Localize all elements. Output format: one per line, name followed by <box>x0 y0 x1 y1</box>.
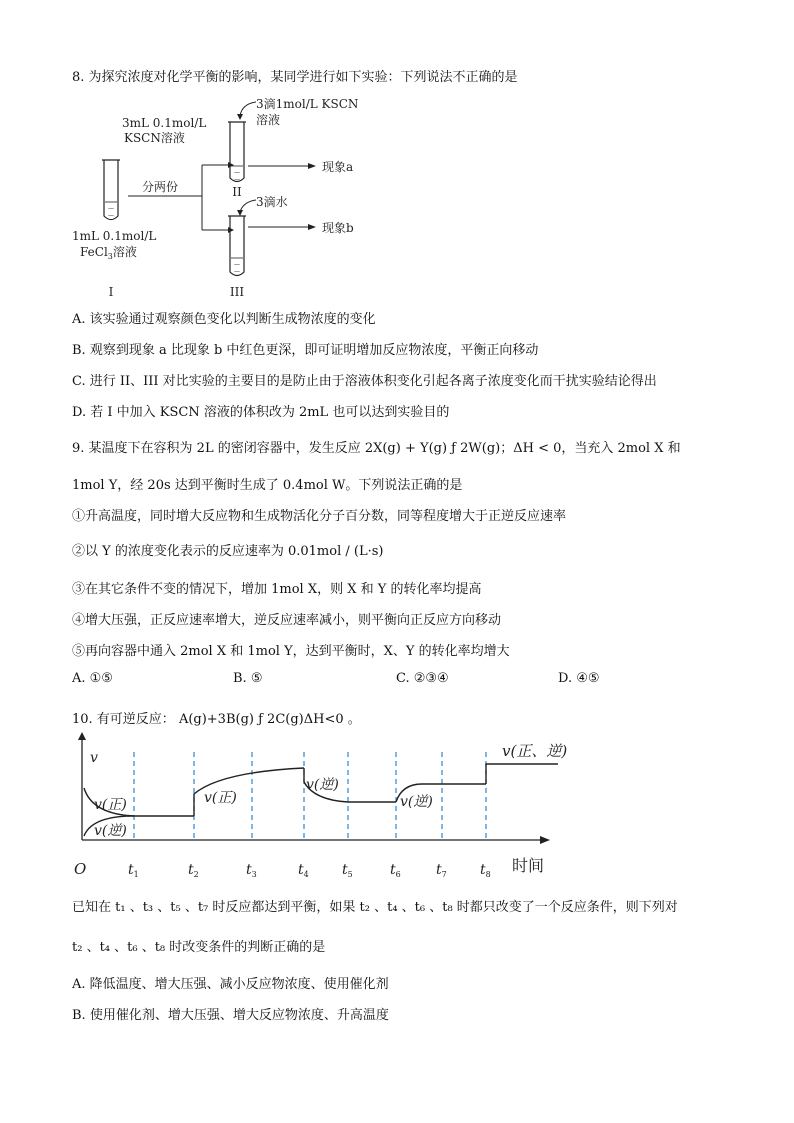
svg-text:t6: $t_6$ <box>390 862 401 879</box>
svg-text:t8: $t_8$ <box>480 862 491 879</box>
tube2-reagent-label-2: 溶液 <box>256 113 281 127</box>
svg-text:t3: $t_3$ <box>246 862 257 879</box>
q8-option-b: B. 观察到现象 a 比现象 b 中红色更深，即可证明增加反应物浓度，平衡正向移动 <box>72 343 539 358</box>
origin-label: O <box>74 860 87 878</box>
q10-option-a: A. 降低温度、增大压强、减小反应物浓度、使用催化剂 <box>72 977 389 992</box>
q9-item-2: ②以 Y 的浓度变化表示的反应速率为 0.01mol / (L·s) <box>72 544 384 559</box>
q10-text-line-1: 已知在 t₁ 、t₃ 、t₅ 、t₇ 时反应都达到平衡，如果 t₂ 、t₄ 、t₆ 、t₈ 时都只改变了一个反应条件，则下列对 <box>72 900 678 915</box>
q8-option-d: D. 若 I 中加入 KSCN 溶液的体积改为 2mL 也可以达到实验目的 <box>72 405 450 420</box>
q10-stem: 10. 有可逆反应： A(g)+3B(g) ƒ 2C(g)ΔH<0 。 <box>72 712 361 727</box>
q9-choice-b: B. ⑤ <box>233 671 263 686</box>
svg-text:—: — <box>234 169 240 176</box>
result-b-label: 现象b <box>322 221 354 235</box>
tube2-numeral: II <box>232 185 242 199</box>
tube2-reagent-label-1: 3滴1mol/L KSCN <box>256 97 359 111</box>
tube2-drop-arrow <box>240 102 256 116</box>
svg-text:t4: $t_4$ <box>298 862 309 879</box>
q9-stem-line-1: 9. 某温度下在容积为 2L 的密闭容器中，发生反应 2X(g) + Y(g) ƒ 2W(g)；ΔH < 0，当充入 2mol X 和 <box>72 441 681 456</box>
test-tube-i <box>102 160 120 220</box>
svg-text:—: — <box>234 268 240 275</box>
svg-text:v(逆): v(逆) <box>400 794 433 810</box>
q9-choice-a: A. ①⑤ <box>72 671 113 686</box>
svg-text:v(正、逆): v(正、逆) <box>502 742 568 760</box>
q9-item-5: ⑤再向容器中通入 2mol X 和 1mol Y，达到平衡时，X、Y 的转化率均增大 <box>72 644 510 659</box>
svg-text:t2: $t_2$ <box>188 862 199 879</box>
q9-item-3: ③在其它条件不变的情况下，增加 1mol X，则 X 和 Y 的转化率均提高 <box>72 582 482 597</box>
q8-option-a: A. 该实验通过观察颜色变化以判断生成物浓度的变化 <box>72 312 376 327</box>
q8-stem: 8. 为探究浓度对化学平衡的影响，某同学进行如下实验：下列说法不正确的是 <box>72 70 518 85</box>
svg-text:—: — <box>108 205 114 212</box>
x-axis-label: 时间 <box>512 856 545 875</box>
q10-option-b: B. 使用催化剂、增大压强、增大反应物浓度、升高温度 <box>72 1008 389 1023</box>
tube3-reagent-label: 3滴水 <box>256 195 288 209</box>
tube1-reagent-label-2: KSCN溶液 <box>124 131 185 145</box>
svg-text:v(逆): v(逆) <box>306 777 339 793</box>
y-axis-label: v <box>90 750 98 766</box>
svg-text:t5: $t_5$ <box>342 862 353 879</box>
time-tick-labels <box>128 862 491 879</box>
svg-text:t7: $t_7$ <box>436 862 447 879</box>
result-a-label: 现象a <box>322 160 354 174</box>
tube3-numeral: III <box>229 285 245 299</box>
test-tube-ii <box>228 122 246 183</box>
svg-text:t1: $t_1$ <box>128 862 139 879</box>
test-tube-iii <box>228 216 246 276</box>
tube1-numeral: I <box>108 285 114 299</box>
q8-experiment-diagram <box>60 92 390 302</box>
svg-text:v(正): v(正) <box>94 797 127 813</box>
svg-text:—: — <box>234 261 240 268</box>
curve-labels <box>94 742 567 839</box>
q9-stem-line-2: 1mol Y，经 20s 达到平衡时生成了 0.4mol W。下列说法正确的是 <box>72 478 463 493</box>
rate-curves <box>84 764 558 836</box>
q9-item-4: ④增大压强，正反应速率增大，逆反应速率减小，则平衡向正反应方向移动 <box>72 613 502 628</box>
tube1-solution-label-2: FeCl$_3$溶液 <box>80 245 137 261</box>
svg-text:—: — <box>234 176 240 183</box>
q8-option-c: C. 进行 II、III 对比实验的主要目的是防止由于溶液体积变化引起各离子浓度变化而干扰实验结论得出 <box>72 374 657 389</box>
svg-text:v(逆): v(逆) <box>94 823 127 839</box>
svg-text:—: — <box>108 212 114 219</box>
q9-item-1: ①升高温度，同时增大反应物和生成物活化分子百分数，同等程度增大于正逆反应速率 <box>72 509 567 524</box>
q9-choice-c: C. ②③④ <box>396 671 449 686</box>
rate-time-graph <box>70 732 590 882</box>
svg-text:v(正): v(正) <box>204 790 237 806</box>
q9-choice-d: D. ④⑤ <box>558 671 600 686</box>
time-markers <box>134 752 486 840</box>
tube1-solution-label-1: 1mL 0.1mol/L <box>72 229 157 243</box>
split-label: 分两份 <box>142 180 179 194</box>
q10-text-line-2: t₂ 、t₄ 、t₆ 、t₈ 时改变条件的判断正确的是 <box>72 940 326 955</box>
tube1-reagent-label-1: 3mL 0.1mol/L <box>122 116 207 130</box>
